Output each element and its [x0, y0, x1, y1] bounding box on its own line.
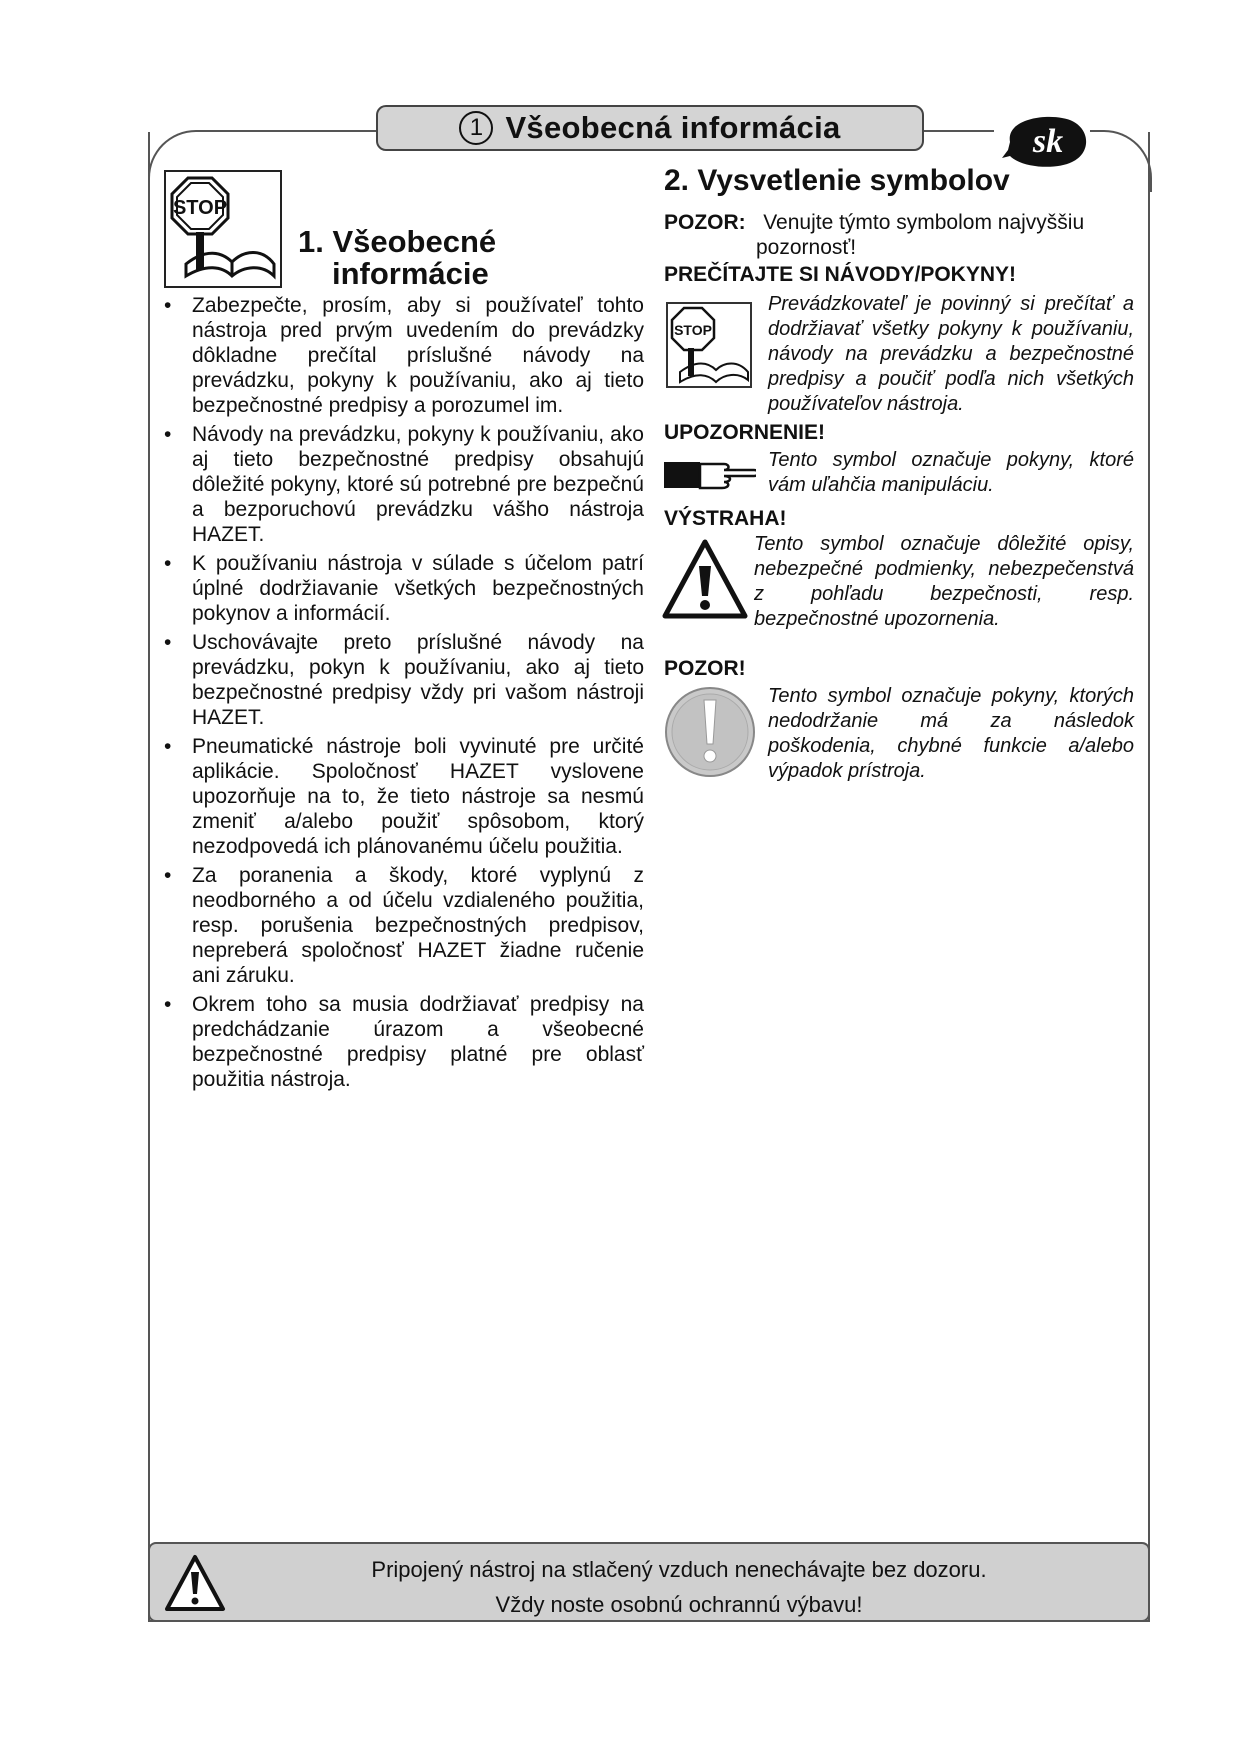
attention-text-2: pozornosť! [756, 236, 857, 259]
safety-footer [148, 1542, 1150, 1622]
svg-text:STOP: STOP [674, 322, 712, 338]
attention-label: POZOR: [664, 211, 746, 234]
read-instructions-desc [768, 292, 1134, 417]
note-block [664, 420, 1134, 445]
section2-heading: 2. Vysvetlenie symbolov [664, 164, 1010, 197]
caution-desc [768, 684, 1134, 784]
svg-text:STOP: STOP [172, 197, 228, 219]
section1-title-line2: informácie [332, 256, 489, 291]
general-info-list [162, 293, 644, 1096]
list-item: • Uschovávajte preto príslušné návody na prevádzku, pokyn k používaniu, ako aj tieto bezpečnostné predpisy vždy pri vašom nástroji HAZET. [162, 630, 644, 730]
read-instructions-text: Prevádzkovateľ je povinný si prečítať a dodržiavať všetky pokyny k používaniu, návody na prevádzku a bezpečnostné predpisy a poučiť podľa nich všetkých používateľov nástroja. [768, 293, 1134, 415]
chapter-number: 1 [459, 111, 493, 145]
read-instructions-block [664, 262, 1134, 287]
section1-title-line1: 1. Všeobecné [298, 224, 497, 259]
footer-line2: Vždy noste osobnú ochrannú výbavu! [495, 1592, 863, 1617]
attention-note [664, 210, 1134, 260]
caution-text: Tento symbol označuje pokyny, ktorých nedodržanie má za následok poškodenia, chybné funkcie a/alebo výpadok prístroja. [768, 685, 1134, 782]
footer-text [230, 1552, 1128, 1622]
caution-circle-icon [662, 684, 758, 780]
warning-desc [754, 532, 1134, 632]
note-desc [768, 448, 1134, 498]
list-item: • Okrem toho sa musia dodržiavať predpisy na predchádzanie úrazom a všeobecné bezpečnostné predpisy platné pre oblasť použitia nástroja. [162, 992, 644, 1092]
read-manual-stop-icon [164, 170, 282, 288]
list-item: • K používaniu nástroja v súlade s účelom patrí úplné dodržiavanie všetkých bezpečnostných pokynov a informácií. [162, 551, 644, 626]
list-item: • Zabezpečte, prosím, aby si používateľ tohto nástroja pred prvým uvedením do prevádzky dôkladne prečítal príslušné návody na prevádzku, pokyny k používaniu, ako aj tieto bezpečnostné predpisy a porozumel im. [162, 293, 644, 418]
note-title: UPOZORNENIE! [664, 421, 826, 444]
warning-triangle-icon [164, 1554, 226, 1612]
note-text: Tento symbol označuje pokyny, ktoré vám uľahčia manipuláciu. [768, 449, 1134, 496]
list-item: • Za poranenia a škody, ktoré vyplynú z neodborného a od účelu vzdialeného použitia, resp. porušenia bezpečnostných predpisov, nepreberá spoločnosť HAZET žiadne ručenie ani záruku. [162, 863, 644, 988]
caution-block [664, 656, 1134, 681]
chapter-header [376, 105, 924, 151]
read-instructions-title: PREČÍTAJTE SI NÁVODY/POKYNY! [664, 263, 1016, 286]
caution-title: POZOR! [664, 657, 746, 680]
frame-line [924, 130, 994, 132]
footer-line1: Pripojený nástroj na stlačený vzduch nenechávajte bez dozoru. [371, 1557, 987, 1582]
section1-heading [298, 226, 496, 290]
chapter-title: Všeobecná informácia [505, 110, 841, 145]
list-item: • Pneumatické nástroje boli vyvinuté pre určité aplikácie. Spoločnosť HAZET vyslovene upozorňuje na to, že tieto nástroje sa nesmú zmeniť a/alebo použiť spôsobom, ktorý nezodpovedá ich plánovanému účelu použitia. [162, 734, 644, 859]
attention-text: Venujte týmto symbolom najvyššiu [763, 211, 1085, 234]
read-manual-small-icon [666, 302, 752, 388]
warning-title: VÝSTRAHA! [664, 507, 787, 530]
list-item: • Návody na prevádzku, pokyny k používaniu, ako aj tieto bezpečnostné predpisy obsahujú dôležité pokyny, ktoré sú potrebné pre bezpečnú a bezporuchovú prevádzku vášho nástroja HAZET. [162, 422, 644, 547]
warning-triangle-icon [662, 538, 748, 620]
language-badge-text: sk [1032, 123, 1064, 160]
language-badge-icon [1002, 112, 1094, 170]
warning-text: Tento symbol označuje dôležité opisy, nebezpečné podmienky, nebezpečenstvá z pohľadu bezpečnosti, resp. bezpečnostné upozornenia. [754, 533, 1134, 630]
warning-block [664, 506, 1134, 531]
pointing-hand-icon [664, 452, 756, 496]
